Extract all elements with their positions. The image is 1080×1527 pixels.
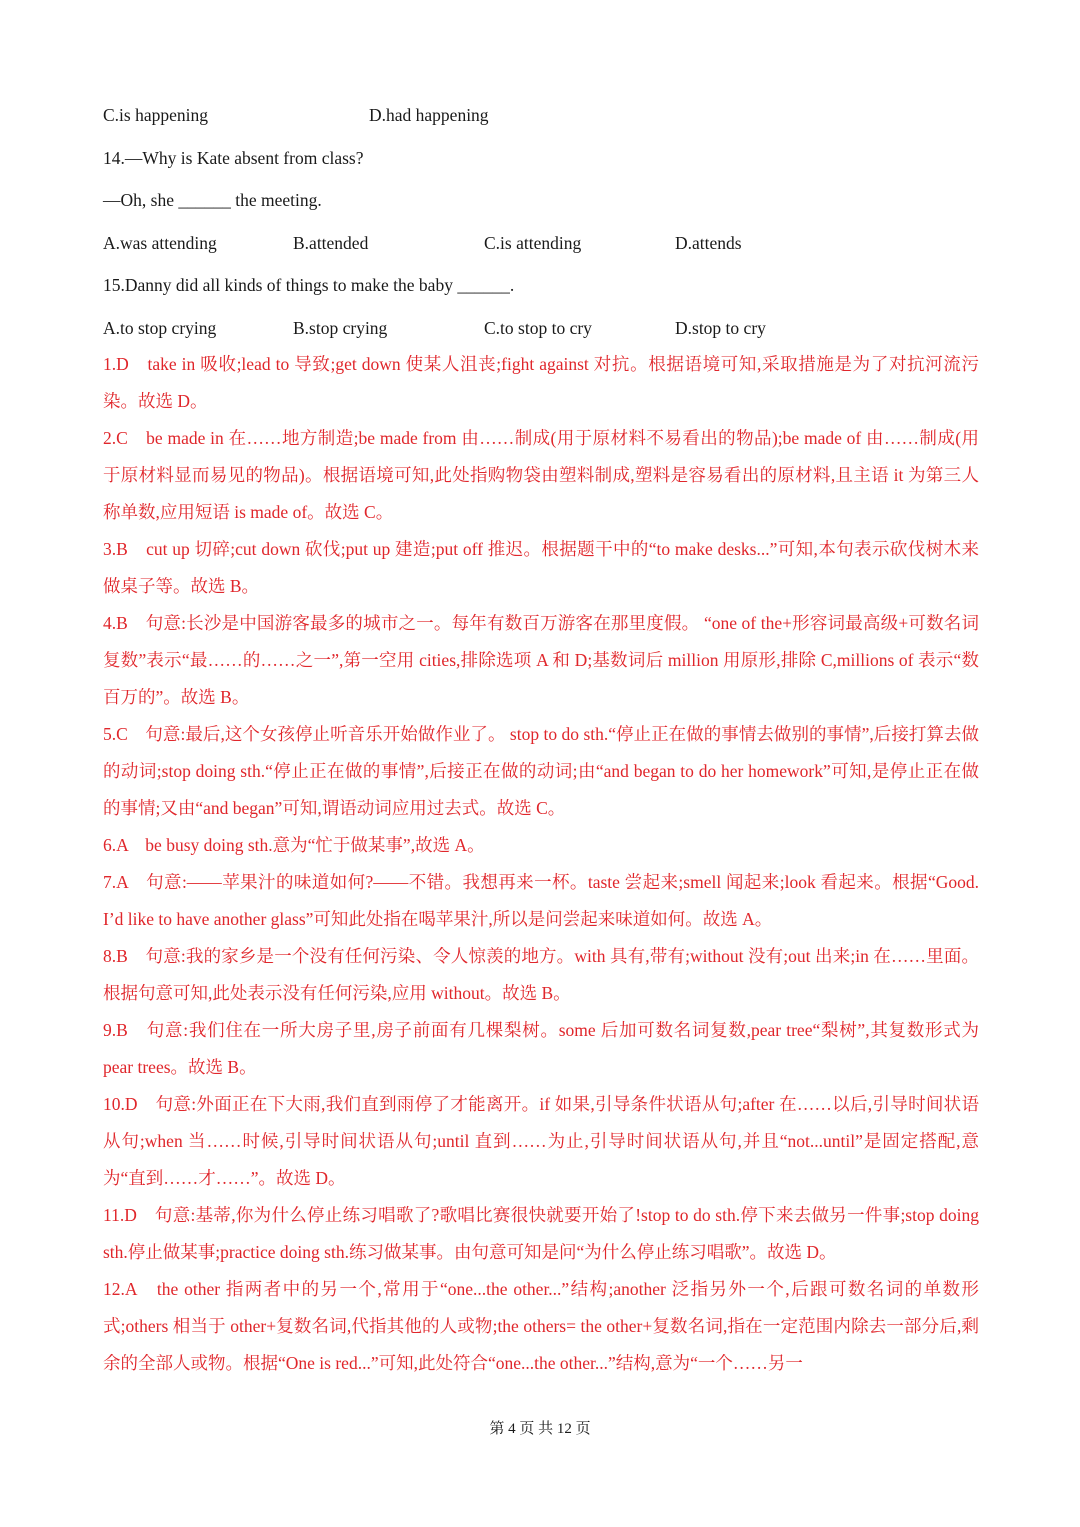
q13-option-d: D.had happening [369, 105, 489, 125]
q14-response: —Oh, she ______ the meeting. [103, 190, 322, 210]
q15-option-a: A.to stop crying [103, 318, 217, 338]
answer-9: 9.B 句意:我们住在一所大房子里,房子前面有几棵梨树。some 后加可数名词复数,pear tree“梨树”,其复数形式为 pear trees。故选 B。 [103, 1020, 979, 1077]
answer-5: 5.C 句意:最后,这个女孩停止听音乐开始做作业了。 stop to do sth.“停止正在做的事情去做别的事情”,后接打算去做的动词;stop doing sth.“停止正在做的事情”,后接正在做的动词;由“and began to do her homework”可知,是停止正在做的事情;又由“and began”可知,谓语动词应用过去式。故选 C。 [103, 724, 979, 818]
answer-10: 10.D 句意:外面正在下大雨,我们直到雨停了才能离开。if 如果,引导条件状语从句;after 在……以后,引导时间状语从句;when 当……时候,引导时间状语从句;until 直到……为止,引导时间状语从句,并且“not...until”是固定搭配,意为“直到……才……”。故选 D。 [103, 1094, 979, 1188]
answer-key [103, 346, 979, 1382]
answer-12: 12.A the other 指两者中的另一个,常用于“one...the other...”结构;another 泛指另外一个,后跟可数名词的单数形式;others 相当于 other+复数名词,代指其他的人或物;the others= the other+复数名词,指在一定范围内除去一部分后,剩余的全部人或物。根据“One is red...”可知,此处符合“one...the other...”结构,意为“一个……另一 [103, 1279, 979, 1373]
answer-1: 1.D take in 吸收;lead to 导致;get down 使某人沮丧;fight against 对抗。根据语境可知,采取措施是为了对抗河流污染。故选 D。 [103, 354, 979, 411]
answer-7: 7.A 句意:——苹果汁的味道如何?——不错。我想再来一杯。taste 尝起来;smell 闻起来;look 看起来。根据“Good. I’d like to have another glass”可知此处指在喝苹果汁,所以是问尝起来味道如何。故选 A。 [103, 872, 979, 929]
answer-3: 3.B cut up 切碎;cut down 砍伐;put up 建造;put off 推迟。根据题干中的“to make desks...”可知,本句表示砍伐树木来做桌子等。故选 B。 [103, 539, 979, 596]
answer-4: 4.B 句意:长沙是中国游客最多的城市之一。每年有数百万游客在那里度假。 “one of the+形容词最高级+可数名词复数”表示“最……的……之一”,第一空用 cities,排除选项 A 和 D;基数词后 million 用原形,排除 C,millions of 表示“数百万的”。故选 B。 [103, 613, 979, 707]
q13-option-c: C.is happening [103, 105, 208, 125]
answer-8: 8.B 句意:我的家乡是一个没有任何污染、令人惊羡的地方。with 具有,带有;without 没有;out 出来;in 在……里面。根据句意可知,此处表示没有任何污染,应用 without。故选 B。 [103, 946, 979, 1003]
answer-11: 11.D 句意:基蒂,你为什么停止练习唱歌了?歌唱比赛很快就要开始了!stop to do sth.停下来去做另一件事;stop doing sth.停止做某事;practice doing sth.练习做某事。由句意可知是问“为什么停止练习唱歌”。故选 D。 [103, 1205, 979, 1262]
q14-question: 14.—Why is Kate absent from class? [103, 148, 364, 168]
q15-option-c: C.to stop to cry [484, 318, 592, 338]
q15-option-b: B.stop crying [293, 318, 388, 338]
q14-option-a: A.was attending [103, 233, 217, 253]
q14-option-b: B.attended [293, 233, 369, 253]
q15-option-d: D.stop to cry [675, 318, 766, 338]
q14-option-c: C.is attending [484, 233, 582, 253]
answer-6: 6.A be busy doing sth.意为“忙于做某事”,故选 A。 [103, 835, 485, 855]
q15-question: 15.Danny did all kinds of things to make the baby ______. [103, 275, 515, 295]
q14-option-d: D.attends [675, 233, 742, 253]
page-footer: 第 4 页 共 12 页 [489, 1421, 591, 1437]
answer-2: 2.C be made in 在……地方制造;be made from 由……制成(用于原材料不易看出的物品);be made of 由……制成(用于原材料显而易见的物品)。根据语境可知,此处指购物袋由塑料制成,塑料是容易看出的原材料,且主语 it 为第三人称单数,应用短语 is made of。故选 C。 [103, 428, 979, 522]
